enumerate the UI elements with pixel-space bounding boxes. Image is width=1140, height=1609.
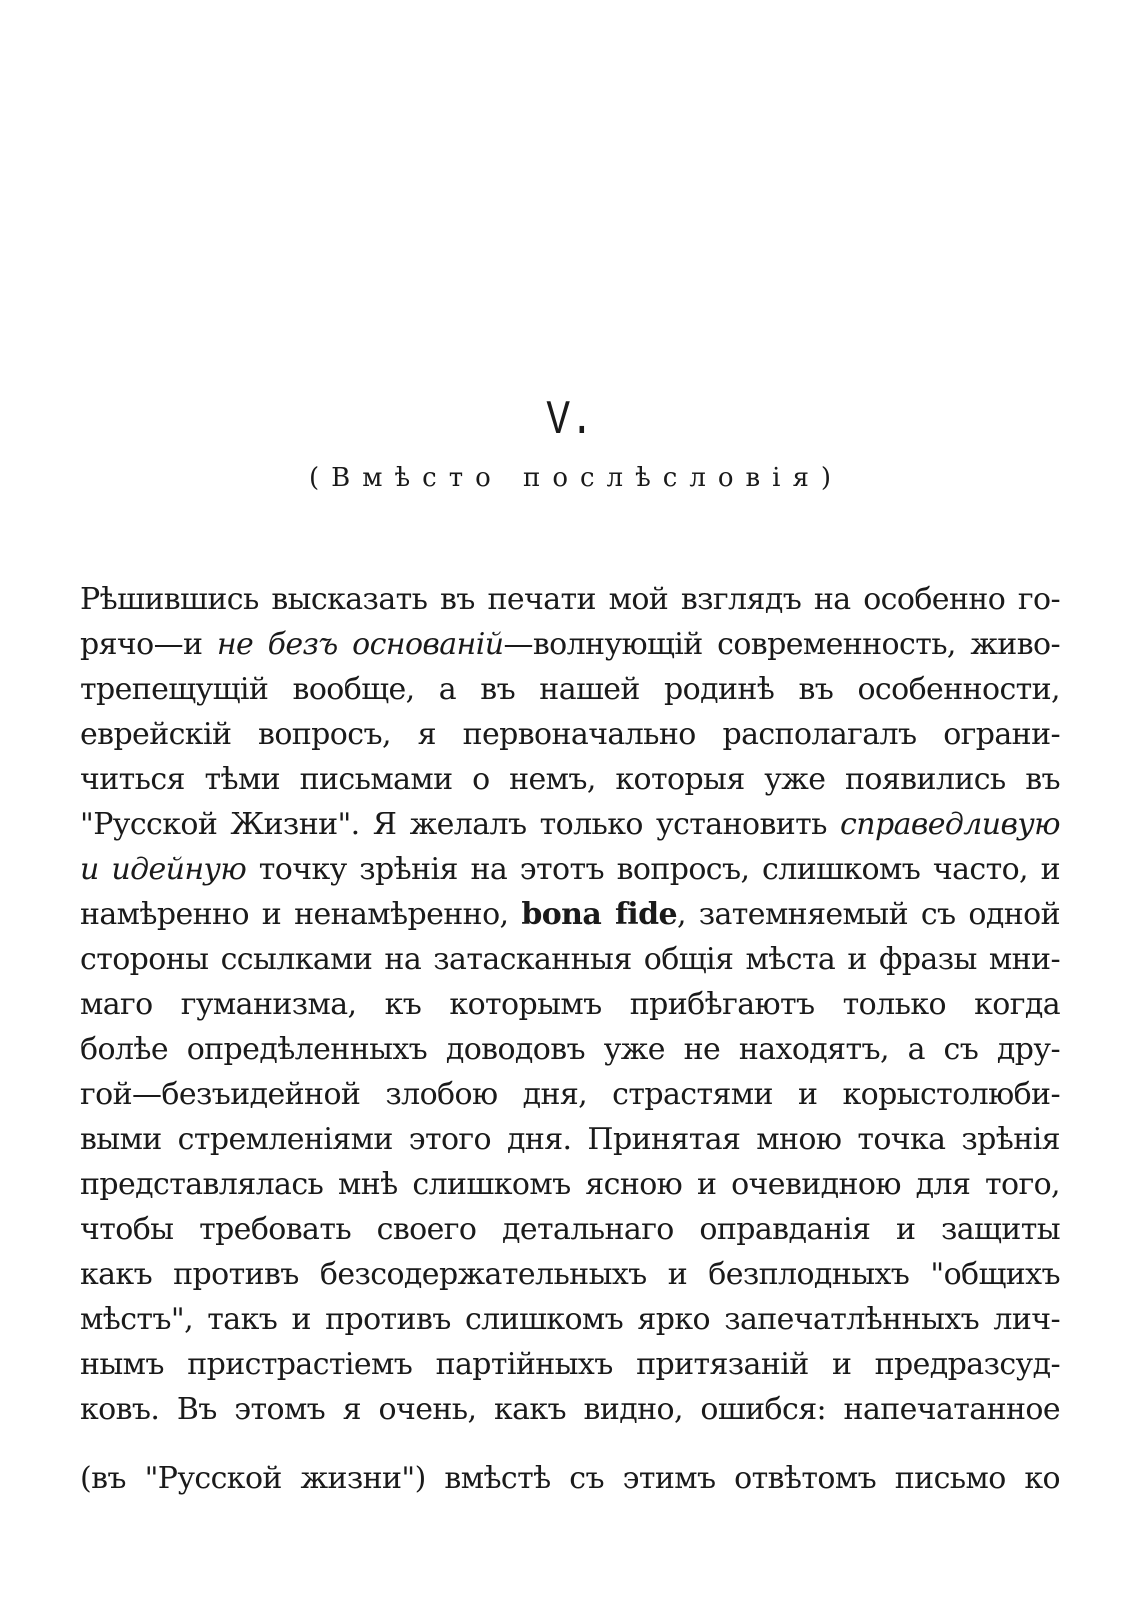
text-line: стороны ссылками на затасканныя общія мѣста и фразы мни- (80, 942, 1060, 977)
text-line: ковъ. Въ этомъ я очень, какъ видно, ошибся: напечатанное (80, 1392, 1060, 1427)
body-text (80, 577, 1060, 1501)
italic-phrase: не безъ основаній (216, 627, 504, 662)
text-line: и идейную точку зрѣнія на этотъ вопросъ, слишкомъ часто, и (80, 852, 1060, 887)
text-line: (въ "Русской жизни") вмѣстѣ съ этимъ отвѣтомъ письмо ко (80, 1461, 1060, 1496)
text-line: какъ противъ безсодержательныхъ и безплодныхъ "общихъ (80, 1257, 1060, 1292)
text-line: "Русской Жизни". Я желалъ только установить справедливую (80, 807, 1060, 842)
text-line: рячо—и не безъ основаній—волнующій современность, живо- (80, 627, 1060, 662)
text-line: выми стремленіями этого дня. Принятая мною точка зрѣнія (80, 1122, 1060, 1157)
text-line: чтобы требовать своего детальнаго оправданія и защиты (80, 1212, 1060, 1247)
text-line: представлялась мнѣ слишкомъ ясною и очевидною для того, (80, 1167, 1060, 1202)
text-line: трепещущій вообще, а въ нашей родинѣ въ особенности, (80, 672, 1060, 707)
text-line: мѣстъ", такъ и противъ слишкомъ ярко запечатлѣнныхъ лич- (80, 1302, 1060, 1337)
text-line: читься тѣми письмами о немъ, которыя уже появились въ (80, 762, 1060, 797)
bold-phrase: bona fide (521, 897, 677, 932)
text-line: гой—безъидейной злобою дня, страстями и корыстолюби- (80, 1077, 1060, 1112)
text-line: намѣренно и ненамѣренно, bona fide, затемняемый съ одной (80, 897, 1060, 932)
italic-phrase: и идейную (80, 852, 247, 887)
text-line: Рѣшившись высказать въ печати мой взглядъ на особенно го- (80, 582, 1060, 617)
italic-phrase: справедливую (840, 807, 1060, 842)
text-line: маго гуманизма, къ которымъ прибѣгаютъ только когда (80, 987, 1060, 1022)
text-line: болѣе опредѣленныхъ доводовъ уже не находятъ, а съ дру- (80, 1032, 1060, 1067)
text-line: нымъ пристрастіемъ партійныхъ притязаній и предразсуд- (80, 1347, 1060, 1382)
text-line: еврейскій вопросъ, я первоначально располагалъ ограни- (80, 717, 1060, 752)
chapter-subtitle: (Вмѣсто послѣсловія) (309, 463, 843, 493)
chapter-number: V. (546, 394, 594, 448)
